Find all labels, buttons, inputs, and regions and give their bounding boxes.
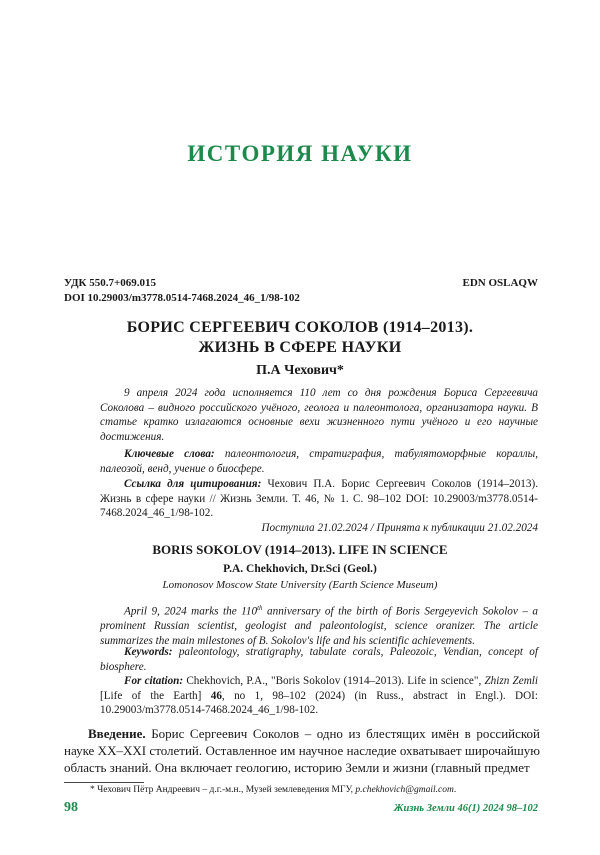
abstract-en-part1: April 9, 2024 marks the 110 [124,605,258,618]
running-footer: Жизнь Земли 46(1) 2024 98–102 [393,803,538,814]
doi: DOI 10.29003/m3778.0514-7468.2024_46_1/98-102 [64,292,300,304]
received-date: Поступила 21.02.2024 / Принята к публикации 21.02.2024 [261,522,538,534]
citation-ru-text: Чехович П.А. Борис Сергеевич Соколов (1914–2013). Жизнь в сфере науки // Жизнь Земли. Т. 46, № 1. С. 98–102 DOI: 10.29003/m3778.0514-7468.2024_46_1/98-102. [100,478,539,519]
citation-en-label: For citation: [124,675,184,687]
article-title-ru-line1: БОРИС СЕРГЕЕВИЧ СОКОЛОВ (1914–2013). [126,319,474,336]
citation-ru-label: Ссылка для цитирования: [124,478,262,490]
citation-ru [100,477,538,521]
footnote-email: p.chekhovich@gmail.com [355,785,454,795]
citation-en-part3: , no 1, 98–102 (2024) (in Russ., abstract in Engl.). DOI: 10.29003/m3778.0514-7468.2024_46_1/98-102. [100,689,538,716]
section-title: ИСТОРИЯ НАУКИ [187,141,413,166]
intro-text: Борис Сергеевич Соколов – одно из блестящих имён в российской науке XX–XXI столетий. Оставленное им научное наследие охватывает широчайшую область знаний. Она включает геологию, историю Земли и жизни (главный предмет [64,726,540,776]
affiliation-en: Lomonosov Moscow State University (Earth Science Museum) [162,579,438,591]
abstract-en-superscript: th [257,604,263,612]
citation-en-journal: Zhizn Zemli [484,675,538,687]
citation-en-part1: Chekhovich, P.A., "Boris Sokolov (1914–2013). Life in science", [186,675,485,687]
intro-paragraph [64,725,540,777]
citation-en-part2: [Life of the Earth] [100,689,211,702]
page-number: 98 [64,800,78,815]
udc-code: УДК 550.7+069.015 [64,277,157,289]
intro-label: Введение. [88,726,146,741]
edn-code: EDN OSLAQW [462,277,538,289]
keywords-ru-label: Ключевые слова: [124,448,215,460]
keywords-en [100,645,538,674]
footnote [90,785,456,795]
citation-en-volume: 46 [210,689,222,702]
footnote-end: . [453,785,457,795]
keywords-en-text: paleontology, stratigraphy, tabulate corals, Paleozoic, Vendian, concept of biosphere. [100,646,538,673]
abstract-en [100,601,538,648]
author-ru: П.А Чехович* [256,363,344,378]
article-title-ru-line2: ЖИЗНЬ В СФЕРЕ НАУКИ [198,339,402,356]
article-title-en: BORIS SOKOLOV (1914–2013). LIFE IN SCIENCE [152,542,448,557]
keywords-ru-text: палеонтология, стратиграфия, табулятоморфные кораллы, палеозой, венд, учение о биосфере. [100,448,538,475]
footnote-text: * Чехович Пётр Андреевич – д.г.-м.н., Музей землеведения МГУ, [90,785,356,795]
author-en: P.A. Chekhovich, Dr.Sci (Geol.) [223,563,377,575]
keywords-en-label: Keywords: [124,646,173,658]
citation-en [100,674,538,718]
abstract-en-part2: anniversary of the birth of Boris Sergeyevich Sokolov – a prominent Russian scientist, geologist and paleontologist, science oranizer. The article summarizes the main milestones of B. Sokolov's life and his scientific achievements. [100,605,538,647]
article-title-ru [40,318,560,358]
footnote-divider [64,782,144,783]
keywords-ru [100,447,538,476]
abstract-ru: 9 апреля 2024 года исполняется 110 лет со дня рождения Бориса Сергеевича Соколова – видного российского учёного, геолога и палеонтолога, организатора науки. В статье кратко излагаются основные вехи жизненного пути учёного и его научные достижения. [100,387,538,443]
